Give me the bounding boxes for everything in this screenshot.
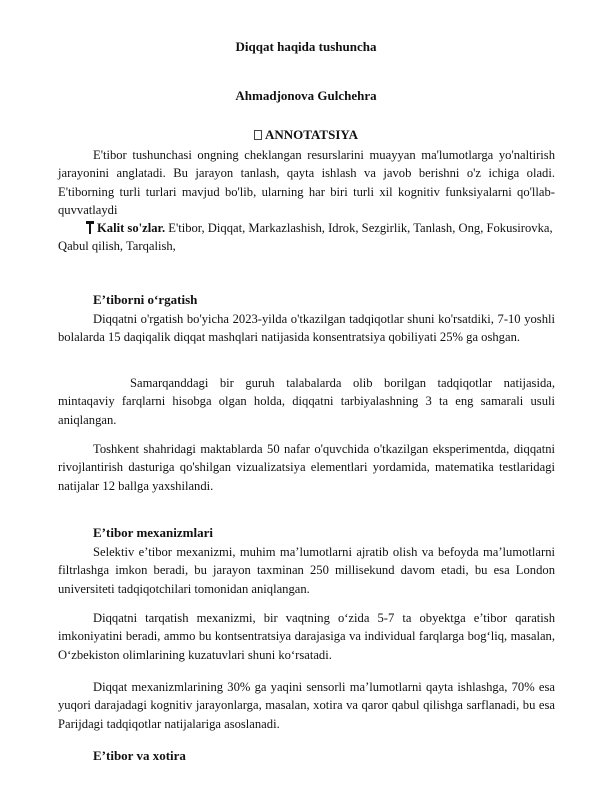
annotation-heading xyxy=(0,126,612,144)
section-mechanisms-p1 xyxy=(58,543,555,598)
paragraph: Diqqat mexanizmlarining 30% ga yaqini sensorli ma’lumotlarni qayta ishlashga, 70% esa yuqori darajadagi kognitiv jarayonlarga, masalan, xotira va qaror qabul qilishga sarflanadi, bu esa Parijdagi tadqiqotlar natijalariga asoslanadi. xyxy=(58,680,555,731)
paragraph: Toshkent shahridagi maktablarda 50 nafar o'quvchida o'tkazilgan eksperimentda, diqqatni rivojlantirish dasturiga qo'shilgan vizualizatsiya elementlari yordamida, matematika testlaridagi natijalar 12 ballga yaxshilandi. xyxy=(58,442,555,493)
annotation-text-block xyxy=(58,146,555,220)
paragraph: Diqqatni tarqatish mexanizmi, bir vaqtning o‘zida 5-7 ta obyektga e’tibor qaratish imkoniyatini beradi, ammo bu kontsentratsiya darajasiga va individual farqlarga bog‘liq, masalan, O‘zbekiston olimlarining kuzatuvlari shuni ko‘rsatadi. xyxy=(58,611,555,662)
paragraph: Diqqatni o'rgatish bo'yicha 2023-yilda o'tkazilgan tadqiqotlar shuni ko'rsatdiki, 7-10 yoshli bolalarda 15 daqiqalik diqqat mashqlari natijasida konsentratsiya qobiliyati 25% ga oshgan. xyxy=(58,312,555,345)
annotation-paragraph: E'tibor tushunchasi ongning cheklangan resurslarini muayyan ma'lumotlarga yo'naltirish jarayonini anglatadi. Bu jarayon tanlash, qayta ishlash va javob berishni o'z ichiga oladi. E'tiborning turli turlari mavjud bo'lib, ularning har biri turli xil kognitiv funksiyalarni qo'llab-quvvatlaydi xyxy=(58,148,555,218)
author-name: Ahmadjonova Gulchehra xyxy=(235,88,377,103)
paragraph: Samarqanddagi bir guruh talabalarda olib borilgan tadqiqotlar natijasida, mintaqaviy farqlarni hisobga olgan holda, diqqatni tarbiyalashning 3 ta eng samarali usuli aniqlangan. xyxy=(58,376,555,427)
paragraph: Selektiv e’tibor mexanizmi, muhim ma’lumotlarni ajratib olish va befoyda ma’lumotlarni filtrlashga imkon beradi, bu jarayon taxminan 250 millisekund davom etadi, bu esa London universiteti tadqiqotchilari tomonidan aniqlangan. xyxy=(58,545,555,596)
section-training-p2 xyxy=(58,374,555,429)
section-training-p3 xyxy=(58,440,555,495)
section-mechanisms-p2 xyxy=(58,609,555,664)
annotation-heading-text: ANNOTATSIYA xyxy=(265,127,358,142)
document-title: Diqqat haqida tushuncha xyxy=(235,39,377,54)
section-heading-mechanisms: E’tibor mexanizmlari xyxy=(93,525,213,540)
section-mechanisms-p3 xyxy=(58,678,555,733)
keywords-text: E'tibor, Diqqat, Markazlashish, Idrok, Sezgirlik, Tanlash, Ong, Fokusirovka, Qabul qilish, Tarqalish, xyxy=(58,221,553,254)
section-training-p1 xyxy=(58,310,555,347)
section-heading-training: E’tiborni o‘rgatish xyxy=(93,292,198,307)
missing-glyph-icon xyxy=(254,130,262,140)
keywords-block xyxy=(58,219,555,256)
section-heading-memory: E’tibor va xotira xyxy=(93,748,186,763)
pin-icon xyxy=(86,221,94,234)
keywords-label: Kalit so'zlar. xyxy=(97,221,166,235)
